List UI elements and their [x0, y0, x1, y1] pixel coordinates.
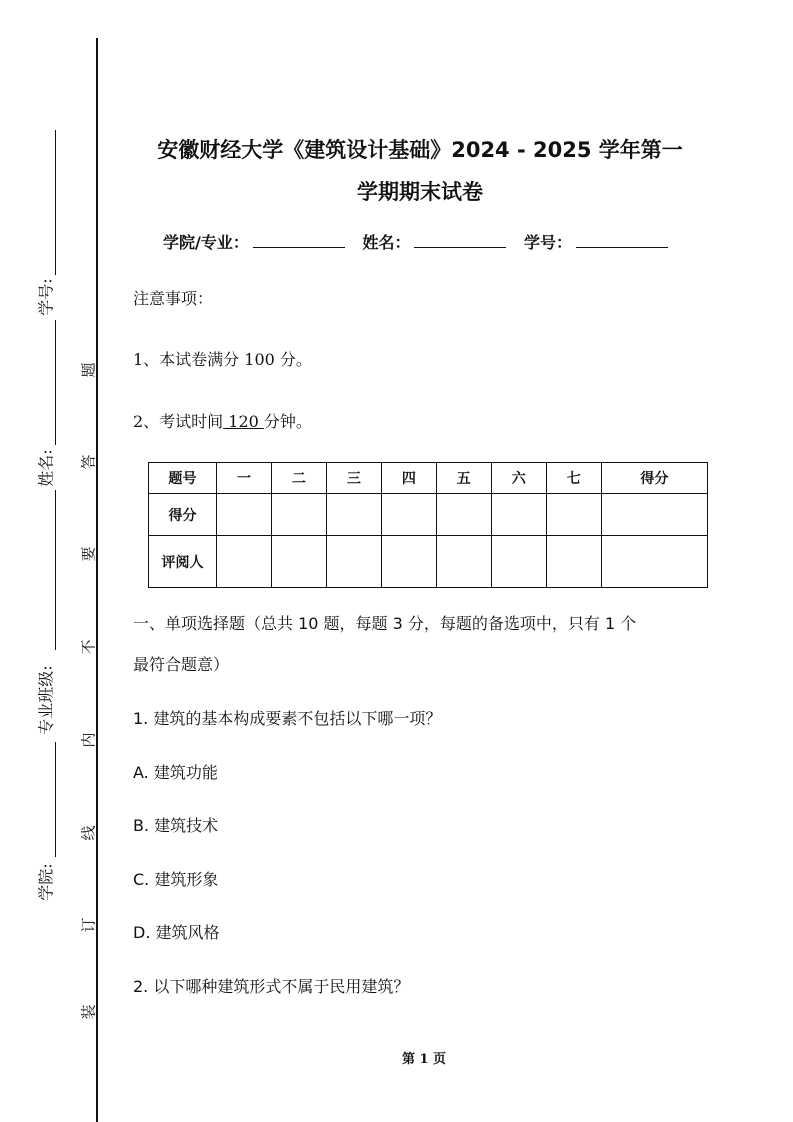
- row-label: 评阅人: [149, 536, 217, 588]
- seal-char: 题: [79, 362, 98, 378]
- note-1: 1、本试卷满分 100 分。: [133, 350, 312, 369]
- exam-duration: 120: [223, 412, 264, 431]
- reviewer-cell[interactable]: [491, 536, 546, 588]
- notes-heading: 注意事项：: [133, 289, 214, 308]
- margin-student-id-label: 学号:: [36, 278, 56, 316]
- seal-char: 不: [79, 639, 98, 655]
- binding-line: [96, 38, 98, 1122]
- field-line: [55, 320, 56, 445]
- option-b: B. 建筑技术: [133, 816, 219, 835]
- reviewer-cell[interactable]: [326, 536, 381, 588]
- table-header: 题号: [149, 463, 217, 494]
- table-header-row: [149, 463, 708, 494]
- exam-title-line2: 学期期末试卷: [357, 180, 483, 204]
- section-heading-line2: 最符合题意）: [133, 655, 230, 674]
- note-2: [133, 409, 312, 432]
- seal-char: 装: [79, 1004, 98, 1020]
- score-cell[interactable]: [601, 494, 707, 536]
- question-1: 1. 建筑的基本构成要素不包括以下哪一项？: [133, 709, 442, 728]
- exam-title-line1: 安徽财经大学《建筑设计基础》2024 - 2025 学年第一: [157, 138, 683, 162]
- reviewer-cell[interactable]: [381, 536, 436, 588]
- note-2-unit: 分钟。: [263, 412, 312, 431]
- seal-char: 要: [79, 546, 98, 562]
- id-blank[interactable]: [576, 233, 668, 248]
- score-cell[interactable]: [491, 494, 546, 536]
- table-header: 五: [436, 463, 491, 494]
- table-header: 三: [326, 463, 381, 494]
- margin-class-label: 专业班级:: [36, 665, 56, 735]
- field-line: [55, 490, 56, 650]
- margin-name-label: 姓名:: [36, 449, 56, 487]
- table-header: 二: [271, 463, 326, 494]
- table-row: [149, 494, 708, 536]
- option-a: A. 建筑功能: [133, 763, 218, 782]
- score-cell[interactable]: [271, 494, 326, 536]
- section-heading-line1: 一、单项选择题（总共 10 题，每题 3 分，每题的备选项中，只有 1 个: [133, 614, 637, 633]
- score-cell[interactable]: [381, 494, 436, 536]
- score-table: [148, 462, 708, 588]
- college-blank[interactable]: [253, 233, 345, 248]
- field-line: [55, 742, 56, 857]
- reviewer-cell[interactable]: [546, 536, 601, 588]
- student-info-row: [163, 230, 680, 253]
- score-cell[interactable]: [546, 494, 601, 536]
- table-header: 六: [491, 463, 546, 494]
- score-cell[interactable]: [217, 494, 272, 536]
- row-label: 得分: [149, 494, 217, 536]
- seal-char: 订: [79, 917, 98, 933]
- question-2: 2. 以下哪种建筑形式不属于民用建筑？: [133, 977, 410, 996]
- reviewer-cell[interactable]: [271, 536, 326, 588]
- reviewer-cell[interactable]: [217, 536, 272, 588]
- score-cell[interactable]: [436, 494, 491, 536]
- seal-char: 答: [79, 454, 98, 470]
- name-blank[interactable]: [414, 233, 506, 248]
- note-2-text: 2、考试时间: [133, 412, 224, 431]
- reviewer-cell[interactable]: [436, 536, 491, 588]
- margin-college-label: 学院:: [36, 863, 56, 901]
- table-row: [149, 536, 708, 588]
- option-c: C. 建筑形象: [133, 870, 219, 889]
- option-d: D. 建筑风格: [133, 923, 220, 942]
- seal-char: 线: [79, 825, 98, 841]
- college-label: 学院/专业：: [163, 233, 249, 252]
- name-label: 姓名：: [362, 233, 411, 252]
- field-line: [55, 130, 56, 275]
- table-header: 四: [381, 463, 436, 494]
- table-header: 一: [217, 463, 272, 494]
- seal-char: 内: [79, 732, 98, 748]
- table-header: 七: [546, 463, 601, 494]
- id-label: 学号：: [524, 233, 573, 252]
- score-cell[interactable]: [326, 494, 381, 536]
- page-number: 第 1 页: [401, 1052, 447, 1067]
- table-header: 得分: [601, 463, 707, 494]
- reviewer-cell[interactable]: [601, 536, 707, 588]
